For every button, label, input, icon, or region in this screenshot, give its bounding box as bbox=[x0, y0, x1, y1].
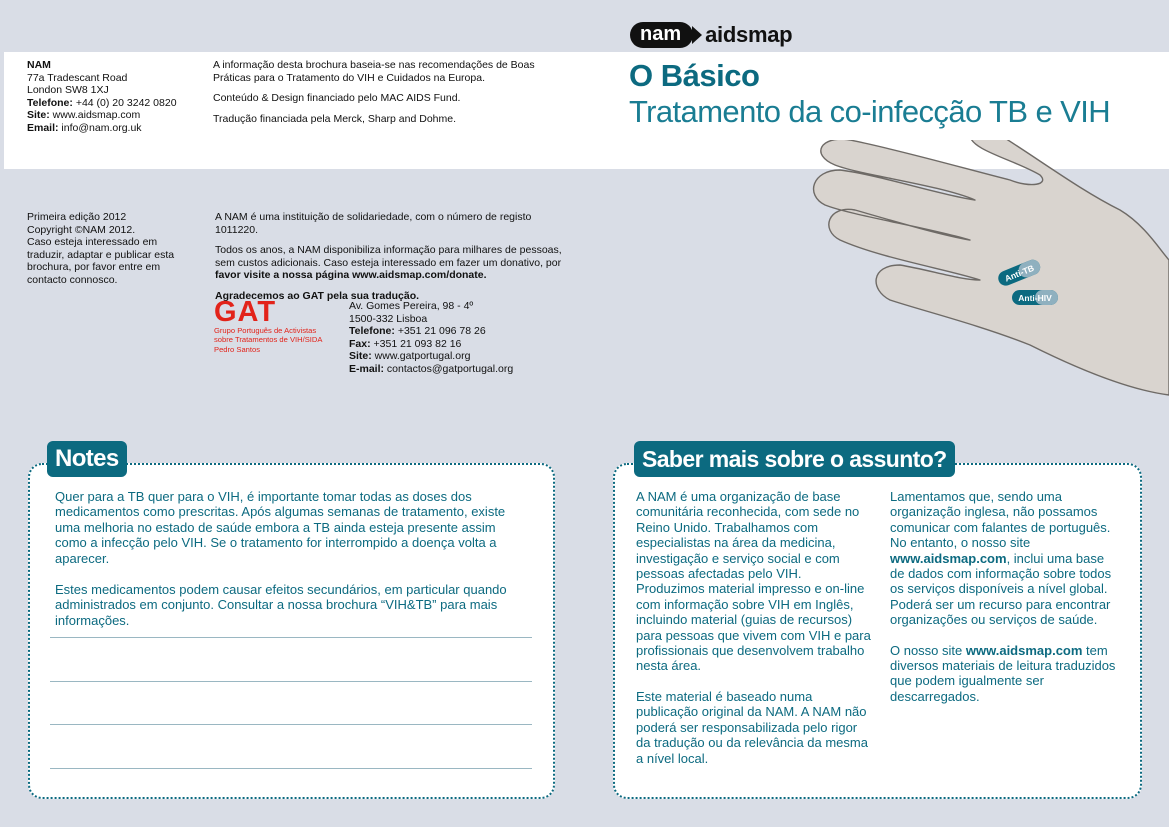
org-name: NAM bbox=[27, 59, 51, 71]
thanks-note: Agradecemos ao GAT pela sua tradução. bbox=[215, 289, 420, 302]
aidsmap-link[interactable]: www.aidsmap.com bbox=[890, 550, 1007, 566]
edition-contact-note: Caso esteja interessado em traduzir, adaptar e publicar esta brochura, por favor entre em contacto connosco. bbox=[27, 236, 175, 286]
info-paragraph: Conteúdo & Design financiado pelo MAC AIDS Fund. bbox=[213, 92, 461, 105]
note-line bbox=[50, 724, 532, 725]
gat-subtitle: Grupo Português de Activistas bbox=[214, 326, 317, 335]
site-label: Site: bbox=[27, 109, 50, 122]
phone-label: Telefone: bbox=[349, 325, 395, 338]
note-line bbox=[50, 681, 532, 682]
notes-paragraph: Quer para a TB quer para o VIH, é importante tomar todas as doses dos medicamentos como prescritas. Após algumas semanas de tratamento, existe uma melhoria no estado de saúde embora a TB ainda esteja presente assim como a infecção pelo VIH. Se o tratamento for interrompido a doença volta a aparecer. bbox=[55, 489, 506, 566]
note-line bbox=[50, 637, 532, 638]
gat-subtitle: sobre Tratamentos de VIH/SIDA bbox=[214, 335, 323, 345]
aidsmap-logo bbox=[630, 22, 792, 48]
saber-paragraph: Este material é baseado numa publicação original da NAM. A NAM não poderá ser responsabilizada pelo rigor da tradução ou da relevância da mesma a nível local. bbox=[636, 688, 868, 766]
charity-number: A NAM é uma instituição de solidariedade, com o número de registo 1011220. bbox=[215, 211, 532, 236]
saber-paragraph: O nosso site www.aidsmap.com tem diversos materiais de leitura traduzidos que podem igualmente ser descarregados. bbox=[890, 642, 1116, 704]
notes-body bbox=[55, 489, 530, 644]
gat-block bbox=[214, 298, 344, 354]
hand-illustration bbox=[800, 140, 1169, 400]
fax-value: +351 21 093 82 16 bbox=[370, 337, 462, 350]
gat-logo: GAT bbox=[214, 296, 277, 328]
email-label: E-mail: bbox=[349, 362, 385, 375]
saber-column-right bbox=[890, 489, 1120, 719]
email-label: Email: bbox=[27, 121, 59, 134]
brochure-info bbox=[213, 59, 543, 133]
hand-icon bbox=[814, 140, 1169, 395]
saber-heading: Saber mais sobre o assunto? bbox=[634, 441, 955, 477]
site-label: Site: bbox=[349, 350, 372, 363]
address-line: 77a Tradescant Road bbox=[27, 71, 128, 84]
saber-column-left bbox=[636, 489, 871, 781]
gat-address-line: 1500-332 Lisboa bbox=[349, 312, 428, 325]
gat-contact bbox=[349, 300, 549, 376]
nam-logo-pill: nam bbox=[630, 22, 693, 48]
edition-line: Primeira edição 2012 bbox=[27, 211, 127, 223]
edition-info bbox=[27, 211, 187, 287]
phone-value: +44 (0) 20 3242 0820 bbox=[72, 96, 177, 109]
gat-address-line: Av. Gomes Pereira, 98 - 4º bbox=[349, 300, 474, 312]
aidsmap-logo-word: aidsmap bbox=[705, 22, 793, 47]
notes-heading: Notes bbox=[47, 441, 127, 477]
anti-hiv-label: Anti-HIV bbox=[1018, 293, 1052, 303]
donation-note: Todos os anos, a NAM disponibiliza informação para milhares de pessoas, sem custos adicionais. Caso esteja interessado em fazer um donativo, por favor visite a nossa página www.aidsmap.com/donate. bbox=[215, 244, 562, 282]
page-subtitle: Tratamento da co-infecção TB e VIH bbox=[629, 94, 1111, 129]
phone-label: Telefone: bbox=[27, 96, 73, 109]
nam-address bbox=[27, 59, 207, 135]
phone-value: +351 21 096 78 26 bbox=[394, 325, 486, 338]
info-paragraph: A informação desta brochura baseia-se nas recomendações de Boas Práticas para o Tratamento do VIH e Cuidados na Europa. bbox=[213, 59, 535, 84]
notes-paragraph: Estes medicamentos podem causar efeitos secundários, em particular quando administrados em conjunto. Consultar a nossa brochura “VIH&TB” para mais informações. bbox=[55, 582, 507, 628]
address-line: London SW8 1XJ bbox=[27, 84, 109, 97]
email-link[interactable]: contactos@gatportugal.org bbox=[384, 362, 514, 375]
gat-contact-person: Pedro Santos bbox=[214, 344, 261, 354]
saber-paragraph: Lamentamos que, sendo uma organização inglesa, não possamos comunicar com falantes de português. No entanto, o nosso site www.aidsmap.com, inclui uma base de dados com informação sobre todos os serviços disponíveis a nível global. Poderá ser um recurso para encontrar organizações ou serviços de saúde. bbox=[890, 489, 1112, 628]
fax-label: Fax: bbox=[349, 337, 371, 350]
info-paragraph: Tradução financiada pela Merck, Sharp and Dohme. bbox=[213, 112, 456, 125]
aidsmap-link[interactable]: www.aidsmap.com bbox=[965, 642, 1083, 658]
site-link[interactable]: www.gatportugal.org bbox=[371, 350, 471, 363]
copyright-line: Copyright ©NAM 2012. bbox=[27, 223, 136, 236]
page-title: O Básico bbox=[629, 58, 760, 93]
donate-link[interactable]: favor visite a nossa página www.aidsmap.com/donate. bbox=[215, 269, 487, 282]
site-link[interactable]: www.aidsmap.com bbox=[49, 109, 141, 122]
saber-paragraph: A NAM é uma organização de base comunitária reconhecida, com sede no Reino Unido. Trabalhamos com especialistas na área da medicina, investigação e serviço social e com pessoas afectadas pelo VIH. Produzimos material impresso e on-line com informação sobre VIH em Inglês, incluindo material (guias de recursos) para pessoas que vivem com VIH e para profissionais que desenvolvem trabalho nesta área. bbox=[636, 489, 871, 674]
note-line bbox=[50, 768, 532, 769]
anti-tb-label: Anti-TB bbox=[1003, 262, 1036, 284]
email-link[interactable]: info@nam.org.uk bbox=[58, 121, 142, 134]
